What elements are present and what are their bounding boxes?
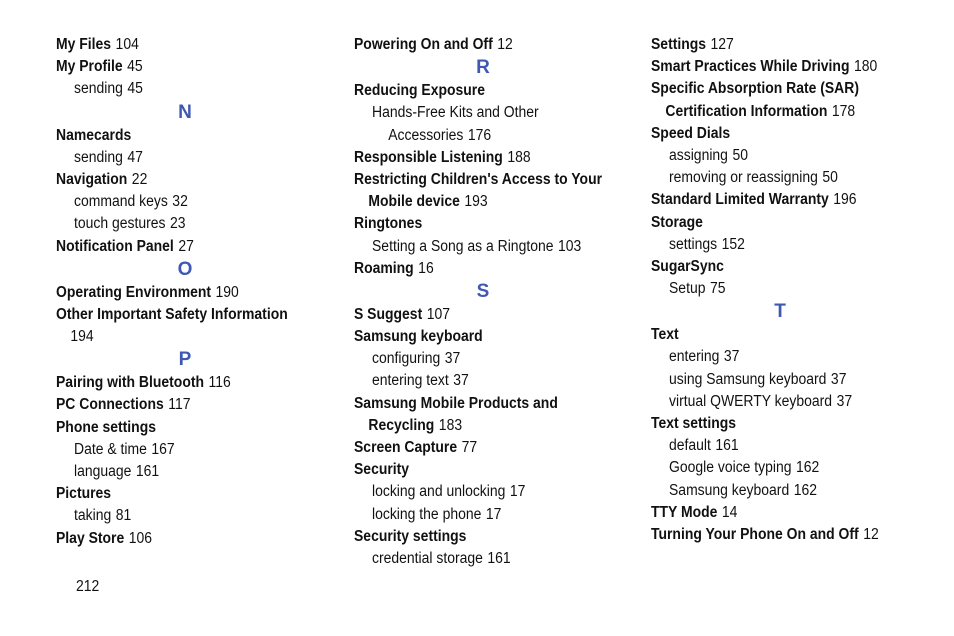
index-entry <box>56 528 308 550</box>
index-subentry <box>354 348 606 370</box>
entry-term: Operating Environment <box>56 283 212 301</box>
entry-page-number: 162 <box>793 481 817 499</box>
index-entry <box>56 34 308 56</box>
index-entry <box>651 34 903 56</box>
entry-term: sending <box>74 80 123 98</box>
entry-term: assigning <box>669 146 728 164</box>
index-column-3 <box>651 34 931 546</box>
index-entry <box>354 304 606 326</box>
entry-term: Storage <box>651 213 703 231</box>
index-entry <box>354 213 606 235</box>
index-subentry <box>354 125 606 147</box>
entry-page-number: 167 <box>151 440 175 458</box>
index-entry <box>651 212 903 234</box>
entry-term: Date & time <box>74 440 147 458</box>
entry-term: PC Connections <box>56 396 164 414</box>
entry-term: Accessories <box>388 126 464 144</box>
index-entry <box>651 189 903 211</box>
entry-term: Text settings <box>651 415 737 432</box>
entry-page-number: 116 <box>208 374 231 392</box>
index-entry <box>56 125 308 147</box>
entry-term: using Samsung keyboard <box>669 370 827 388</box>
section-letter: T <box>774 301 786 323</box>
index-subentry <box>651 145 903 167</box>
entry-term: entering <box>669 348 720 366</box>
entry-term: command keys <box>74 193 168 211</box>
entry-term: Navigation <box>56 170 128 188</box>
entry-page-number: 81 <box>115 507 132 525</box>
index-subentry <box>651 369 903 391</box>
index-subentry <box>354 236 606 258</box>
entry-page-number: 107 <box>426 305 451 323</box>
index-subentry <box>651 457 903 479</box>
index-subentry <box>354 102 606 124</box>
entry-page-number: 32 <box>172 193 188 211</box>
entry-page-number: 193 <box>464 193 488 211</box>
index-entry <box>56 304 308 326</box>
entry-page-number: 27 <box>178 237 194 255</box>
index-entry <box>651 413 903 435</box>
entry-term: Setting a Song as a Ringtone <box>372 237 554 255</box>
index-entry <box>354 80 606 102</box>
entry-term: locking the phone <box>372 505 482 523</box>
index-subentry <box>56 439 308 461</box>
entry-page-number: 37 <box>453 372 469 390</box>
index-column-2 <box>354 34 634 570</box>
entry-term: Reducing Exposure <box>354 82 486 100</box>
entry-page-number: 50 <box>822 169 838 187</box>
index-subentry <box>354 504 606 526</box>
entry-term: locking and unlocking <box>372 483 506 501</box>
entry-page-number: 17 <box>509 483 526 501</box>
index-subentry <box>651 480 903 502</box>
index-entry <box>354 437 606 459</box>
entry-term: sending <box>74 148 123 166</box>
entry-term: Security settings <box>354 527 467 545</box>
entry-page-number: 37 <box>830 370 847 388</box>
index-subentry <box>56 213 308 235</box>
index-subentry <box>651 234 903 256</box>
entry-term: Restricting Children's Access to Your <box>354 170 603 188</box>
entry-page-number: 190 <box>215 283 239 301</box>
index-subentry <box>56 461 308 483</box>
entry-page-number: 37 <box>723 348 740 366</box>
index-entry <box>354 258 606 280</box>
entry-term: credential storage <box>372 549 483 567</box>
index-entry <box>354 459 606 481</box>
entry-term: Namecards <box>56 126 132 144</box>
entry-term: Samsung keyboard <box>354 328 483 346</box>
entry-term: touch gestures <box>74 215 166 233</box>
entry-term: Text <box>651 326 679 344</box>
entry-page-number: 77 <box>461 439 478 456</box>
entry-term: Settings <box>651 36 707 53</box>
index-entry <box>651 123 903 145</box>
entry-term: Phone settings <box>56 418 156 436</box>
entry-page-number: 106 <box>128 529 153 547</box>
index-entry <box>56 372 308 394</box>
page-number: 212 <box>76 578 100 595</box>
entry-term: My Profile <box>56 58 123 76</box>
entry-term: Smart Practices While Driving <box>651 58 850 76</box>
entry-term: Google voice typing <box>669 459 792 477</box>
index-subentry <box>354 370 606 392</box>
entry-page-number: 12 <box>497 36 513 53</box>
entry-page-number: 196 <box>833 191 857 209</box>
entry-page-number: 117 <box>168 396 191 414</box>
index-entry <box>354 415 606 437</box>
entry-term: Certification Information <box>665 102 828 120</box>
entry-page-number: 161 <box>487 549 511 567</box>
entry-page-number: 152 <box>721 235 745 253</box>
index-subentry <box>354 481 606 503</box>
entry-term: Recycling <box>368 416 435 434</box>
entry-page-number: 14 <box>721 503 738 521</box>
entry-page-number: 12 <box>863 525 879 543</box>
index-entry <box>56 417 308 439</box>
entry-term: settings <box>669 235 718 253</box>
entry-term: Other Important Safety Information <box>56 305 288 323</box>
entry-term: TTY Mode <box>651 503 718 521</box>
entry-term: Responsible Listening <box>354 148 503 166</box>
index-entry <box>651 78 903 100</box>
entry-term: taking <box>74 507 112 525</box>
index-subentry <box>56 78 308 100</box>
entry-page-number: 194 <box>70 328 94 346</box>
index-subentry <box>651 435 903 457</box>
entry-term: Screen Capture <box>354 439 458 456</box>
index-subentry <box>56 147 308 169</box>
index-entry <box>354 526 606 548</box>
entry-page-number: 103 <box>557 237 582 255</box>
index-entry <box>651 101 903 123</box>
index-subentry <box>56 191 308 213</box>
index-entry <box>56 56 308 78</box>
section-letter: P <box>178 349 192 371</box>
entry-page-number: 161 <box>715 437 739 455</box>
entry-page-number: 178 <box>831 102 856 120</box>
entry-page-number: 47 <box>127 148 143 166</box>
entry-term: Setup <box>669 280 706 298</box>
entry-page-number: 183 <box>438 416 463 434</box>
entry-term: Mobile device <box>368 193 460 211</box>
entry-page-number: 162 <box>796 459 820 477</box>
entry-page-number: 75 <box>709 280 726 298</box>
entry-term: Notification Panel <box>56 237 174 255</box>
entry-term: Roaming <box>354 259 414 277</box>
index-entry <box>651 324 903 346</box>
entry-term: Specific Absorption Rate (SAR) <box>651 80 859 98</box>
entry-page-number: 104 <box>115 36 139 53</box>
index-subentry <box>651 167 903 189</box>
index-entry <box>651 56 903 78</box>
entry-term: Standard Limited Warranty <box>651 191 829 209</box>
index-entry <box>651 502 903 524</box>
entry-term: default <box>669 437 711 455</box>
entry-page-number: 188 <box>507 148 531 166</box>
entry-term: Samsung Mobile Products and <box>354 394 558 412</box>
index-entry <box>354 147 606 169</box>
index-entry <box>354 169 606 191</box>
entry-term: Hands-Free Kits and Other <box>372 104 539 122</box>
section-letter: N <box>178 101 192 123</box>
entry-term: virtual QWERTY keyboard <box>669 392 833 410</box>
entry-page-number: 37 <box>836 392 853 410</box>
index-subentry <box>354 548 606 570</box>
index-subentry <box>651 346 903 368</box>
entry-page-number: 127 <box>710 36 734 53</box>
entry-term: SugarSync <box>651 257 724 275</box>
entry-term: Turning Your Phone On and Off <box>651 525 859 543</box>
entry-term: Samsung keyboard <box>669 481 790 499</box>
entry-page-number: 17 <box>485 505 502 523</box>
index-column-1 <box>56 34 336 550</box>
index-subentry <box>56 326 308 348</box>
entry-page-number: 176 <box>467 126 492 144</box>
index-subentry <box>56 505 308 527</box>
entry-term: language <box>74 463 132 480</box>
index-entry <box>354 34 606 56</box>
index-entry <box>56 236 308 258</box>
entry-term: Ringtones <box>354 215 423 233</box>
entry-page-number: 50 <box>732 146 748 164</box>
entry-page-number: 23 <box>170 215 186 233</box>
entry-page-number: 180 <box>853 58 878 76</box>
entry-term: Speed Dials <box>651 124 731 142</box>
entry-term: configuring <box>372 350 441 368</box>
index-entry <box>56 282 308 304</box>
entry-term: My Files <box>56 36 112 53</box>
entry-page-number: 161 <box>135 463 160 480</box>
index-subentry <box>651 278 903 300</box>
entry-term: Powering On and Off <box>354 36 493 53</box>
entry-term: Security <box>354 461 410 479</box>
index-subentry <box>651 391 903 413</box>
index-entry <box>651 256 903 278</box>
entry-term: Pictures <box>56 485 112 503</box>
entry-page-number: 37 <box>444 350 461 368</box>
index-entry <box>56 169 308 191</box>
section-letter: S <box>476 280 490 302</box>
entry-term: removing or reassigning <box>669 169 818 187</box>
entry-page-number: 45 <box>127 80 143 98</box>
index-entry <box>56 394 308 416</box>
index-entry <box>651 524 903 546</box>
entry-page-number: 45 <box>127 58 143 76</box>
index-entry <box>354 191 606 213</box>
section-letter: R <box>476 57 490 79</box>
index-entry <box>354 326 606 348</box>
entry-term: Pairing with Bluetooth <box>56 374 205 392</box>
entry-term: S Suggest <box>354 305 423 323</box>
index-entry <box>56 483 308 505</box>
index-entry <box>354 393 606 415</box>
section-letter: O <box>177 258 193 280</box>
entry-page-number: 16 <box>418 259 434 277</box>
entry-page-number: 22 <box>131 170 148 188</box>
entry-term: entering text <box>372 372 449 390</box>
entry-term: Play Store <box>56 529 125 547</box>
